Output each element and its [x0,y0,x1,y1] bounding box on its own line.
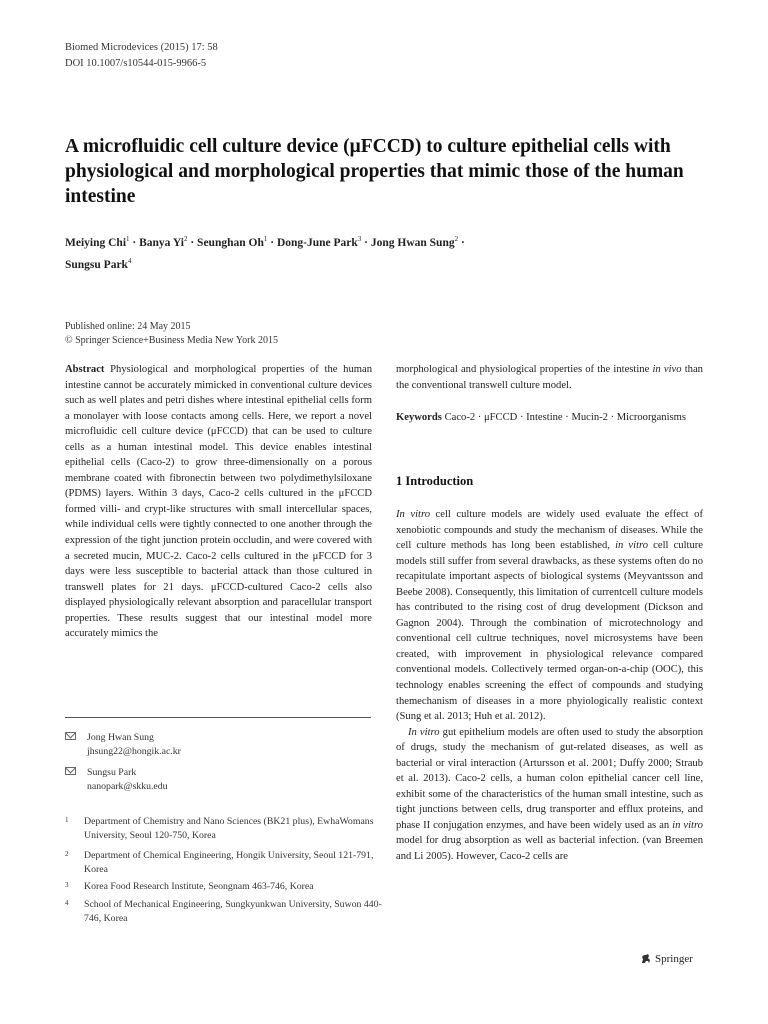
abstract-label: Abstract [65,364,105,375]
abstract [65,362,372,642]
abstract-continuation: morphological and physiological properties of the intestine in vivo than the conventional transwell culture model. [396,364,703,391]
author: Sungsu Park$^4$ [65,256,132,271]
author: Dong-June Park$^3$ [276,235,362,249]
author: Seunghan Oh$^1$ [197,235,268,249]
author: Jong Hwan Sung$^2$ [370,235,459,249]
journal-header [65,40,218,72]
abstract-text: Physiological and morphological properties of the human intestine cannot be accurately mimicked in conventional culture devices such as well plates and petri dishes where intestinal epithelial cells form a monolayer with loose contacts among cells. Here, we report a novel microfluidic cell culture device (μFCCD) that can be used to culture cells as a human intestinal model. This device enables intestinal epithelial cells (Caco-2) to grow three-dimensionally on a porous membrane coated with fibronectin between two polydimethylsiloxane (PDMS) layers. Within 3 days, Caco-2 cells cultured in the μFCCD formed villi- and crypt-like structures with small intercellular spaces, while individual cells were tightly connected to one another through the expression of the tight junction protein occludin, and were covered with a secreted mucin, MUC-2. Caco-2 cells cultured in the μFCCD for 3 days were less susceptible to bacterial attack than those cultured in transwell plates for 21 days. μFCCD-cultured Caco-2 cells also displayed physiologically relevant absorption and paracellular transport properties. These results suggest that our intestinal model more accurately mimics the [65,364,372,640]
copyright: © Springer Science+Business Media New York 2015 [65,335,278,346]
publisher-name: Springer [655,953,693,965]
keywords-text: Caco-2 · μFCCD · Intestine · Mucin-2 · Microorganisms [444,412,687,423]
paper-title: A microfluidic cell culture device (μFCCD) to culture epithelial cells with physiological and morphological properties that mimic those of the human intestine [65,136,684,207]
publisher-logo [640,953,693,965]
doi: DOI 10.1007/s10544-015-9966-5 [65,58,207,69]
published-date: Published online: 24 May 2015 [65,321,191,332]
introduction-body [396,507,703,865]
footnote-divider [65,717,371,718]
section-heading: 1 Introduction [396,474,474,488]
corr-name: Sungsu Park [87,767,137,778]
publication-info [65,320,278,348]
corr-email[interactable]: nanopark@skku.edu [87,781,168,792]
intro-paragraph-2: In vitro gut epithelium models are often used to study the absorption of drugs, study the mechanism of gut-related diseases, as well as bacterial or viral interaction (Artursson et al. 2001; Duffy 2000; Straub et al. 2013). Caco-2 cells, a human colon epithelial cancer cell line, exhibit some of the characteristics of the human small intestine, such as tight junctions between cells, drug transporter and efflux proteins, and phase II conjugation enzymes, and have been widely used as an in vitro model for drug absorption as well as bacterial infection. (van Breemen and Li 2005). However, Caco-2 cells are [396,726,703,863]
corr-name: Jong Hwan Sung [87,732,154,743]
intro-paragraph-1: In vitro cell culture models are widely used evaluate the effect of xenobiotic compounds and study the mechanism of diseases. While the cell culture methods has long been established, in vitro cell culture models still suffer from several drawbacks, as these systems often do no recapitulate important aspects of biological systems (Meyvantsson and Beebe 2008). Consequently, this limitation of currentcell culture models has contributed to the rising cost of drug development (Dickson and Gagnon 2004). Through the combination of microtechnology and conventional cell cultrue techniques, novel microsystems have been created, with improvement in physiological relevance compared conventional models. Collectively termed organ-on-a-chip (OOC), this technology enables screening the effect of compounds and studying themechanism of diseases in a more phyiologically realistic context (Sung et al. 2013; Huh et al. 2012). [396,509,703,723]
envelope-icon [65,767,76,775]
author: Meiying Chi$^1$ [65,235,130,249]
envelope-icon [65,732,76,740]
journal-citation: Biomed Microdevices (2015) 17: 58 [65,42,218,53]
keywords [396,410,703,426]
author-list: Meiying Chi$^1$ · Banya $Yi^2$ · Seunghan $Oh^1$ · Dong-June Park$^3$ · Jong Hwan Sung$^2$ · Sungsu Park$^4$ [65,235,465,271]
springer-horse-icon [640,953,652,965]
author: Banya Yi$^2$ [139,235,188,249]
corr-email[interactable]: jhsung22@hongik.ac.kr [87,746,181,757]
keywords-label: Keywords [396,412,442,423]
